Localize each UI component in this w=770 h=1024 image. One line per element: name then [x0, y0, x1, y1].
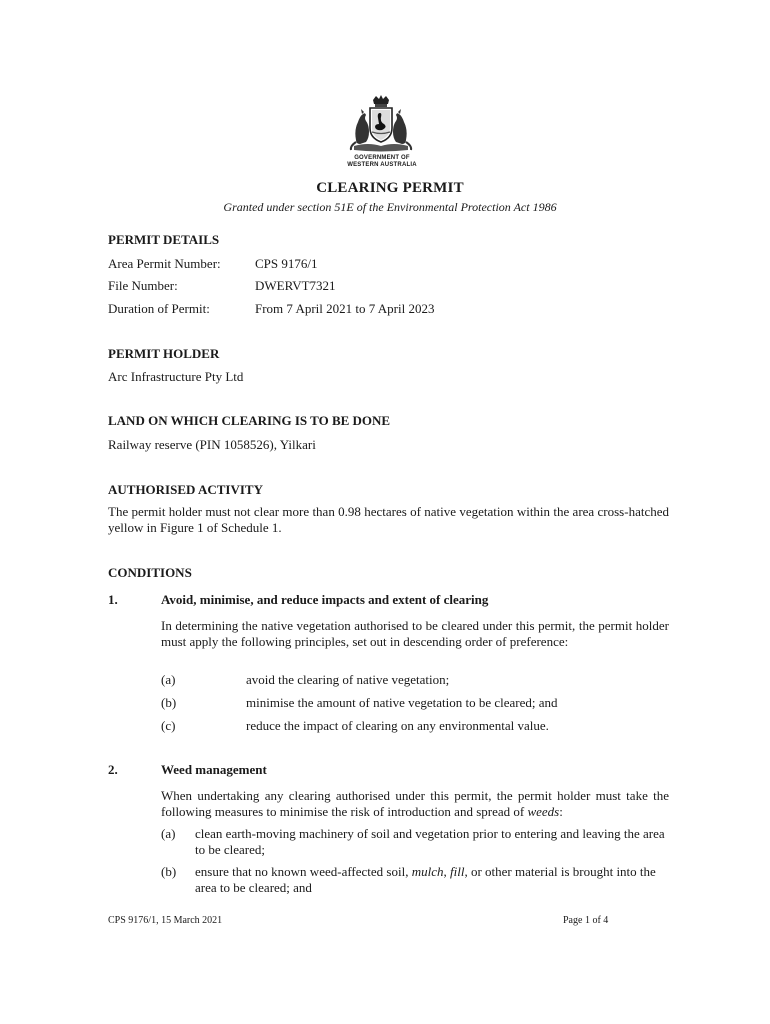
- file-number-value: DWERVT7321: [255, 278, 336, 293]
- file-number-label: File Number:: [108, 278, 178, 293]
- condition-1-item-a-label: (a): [161, 672, 176, 687]
- condition-1-item-c-label: (c): [161, 718, 176, 733]
- land-value: Railway reserve (PIN 1058526), Yilkari: [108, 437, 316, 452]
- condition-2-item-b-label: (b): [161, 864, 177, 879]
- condition-2-intro: When undertaking any clearing authorised under this permit, the permit holder must take the following measures to minimise the risk of introduction and spread of weeds:: [161, 788, 669, 819]
- condition-2-item-b-text: ensure that no known weed-affected soil, mulch, fill, or other material is brought into the area to be cleared; and: [195, 864, 656, 895]
- condition-1-title: Avoid, minimise, and reduce impacts and extent of clearing: [161, 592, 489, 607]
- area-permit-number-value: CPS 9176/1: [255, 256, 318, 271]
- condition-2-title: Weed management: [161, 762, 267, 777]
- condition-1-number: 1.: [108, 592, 118, 607]
- permit-holder-value: Arc Infrastructure Pty Ltd: [108, 369, 244, 384]
- condition-1-intro: In determining the native vegetation authorised to be cleared under this permit, the permit holder must apply the following principles, set out in descending order of preference:: [161, 618, 669, 649]
- government-label-line2: WESTERN AUSTRALIA: [347, 162, 417, 168]
- condition-1-item-b-label: (b): [161, 695, 177, 710]
- mulch-term: mulch: [411, 864, 444, 879]
- authorised-activity-heading: AUTHORISED ACTIVITY: [108, 482, 263, 497]
- government-label-line1: GOVERNMENT OF: [354, 155, 410, 161]
- document-title: CLEARING PERMIT: [316, 180, 464, 196]
- conditions-heading: CONDITIONS: [108, 565, 192, 580]
- condition-2-item-a-text: clean earth-moving machinery of soil and vegetation prior to entering and leaving the area to be cleared;: [195, 826, 665, 857]
- duration-value: From 7 April 2021 to 7 April 2023: [255, 301, 435, 316]
- document-subtitle: Granted under section 51E of the Environmental Protection Act 1986: [223, 200, 557, 214]
- area-permit-number-label: Area Permit Number:: [108, 256, 221, 271]
- coat-of-arms-crest: [348, 94, 414, 154]
- footer-reference: CPS 9176/1, 15 March 2021: [108, 915, 223, 926]
- permit-details-heading: PERMIT DETAILS: [108, 232, 220, 247]
- authorised-activity-text: The permit holder must not clear more than 0.98 hectares of native vegetation within the area cross-hatched yellow in Figure 1 of Schedule 1.: [108, 504, 669, 535]
- fill-term: fill: [450, 864, 465, 879]
- condition-1-item-b-text: minimise the amount of native vegetation to be cleared; and: [246, 695, 558, 710]
- weeds-term: weeds: [527, 804, 560, 819]
- condition-2-item-a-label: (a): [161, 826, 176, 841]
- permit-holder-heading: PERMIT HOLDER: [108, 346, 220, 361]
- land-heading: LAND ON WHICH CLEARING IS TO BE DONE: [108, 413, 391, 428]
- condition-1-item-c-text: reduce the impact of clearing on any environmental value.: [246, 718, 549, 733]
- duration-label: Duration of Permit:: [108, 301, 210, 316]
- footer-page-number: Page 1 of 4: [563, 915, 609, 926]
- condition-1-item-a-text: avoid the clearing of native vegetation;: [246, 672, 450, 687]
- condition-2-number: 2.: [108, 762, 118, 777]
